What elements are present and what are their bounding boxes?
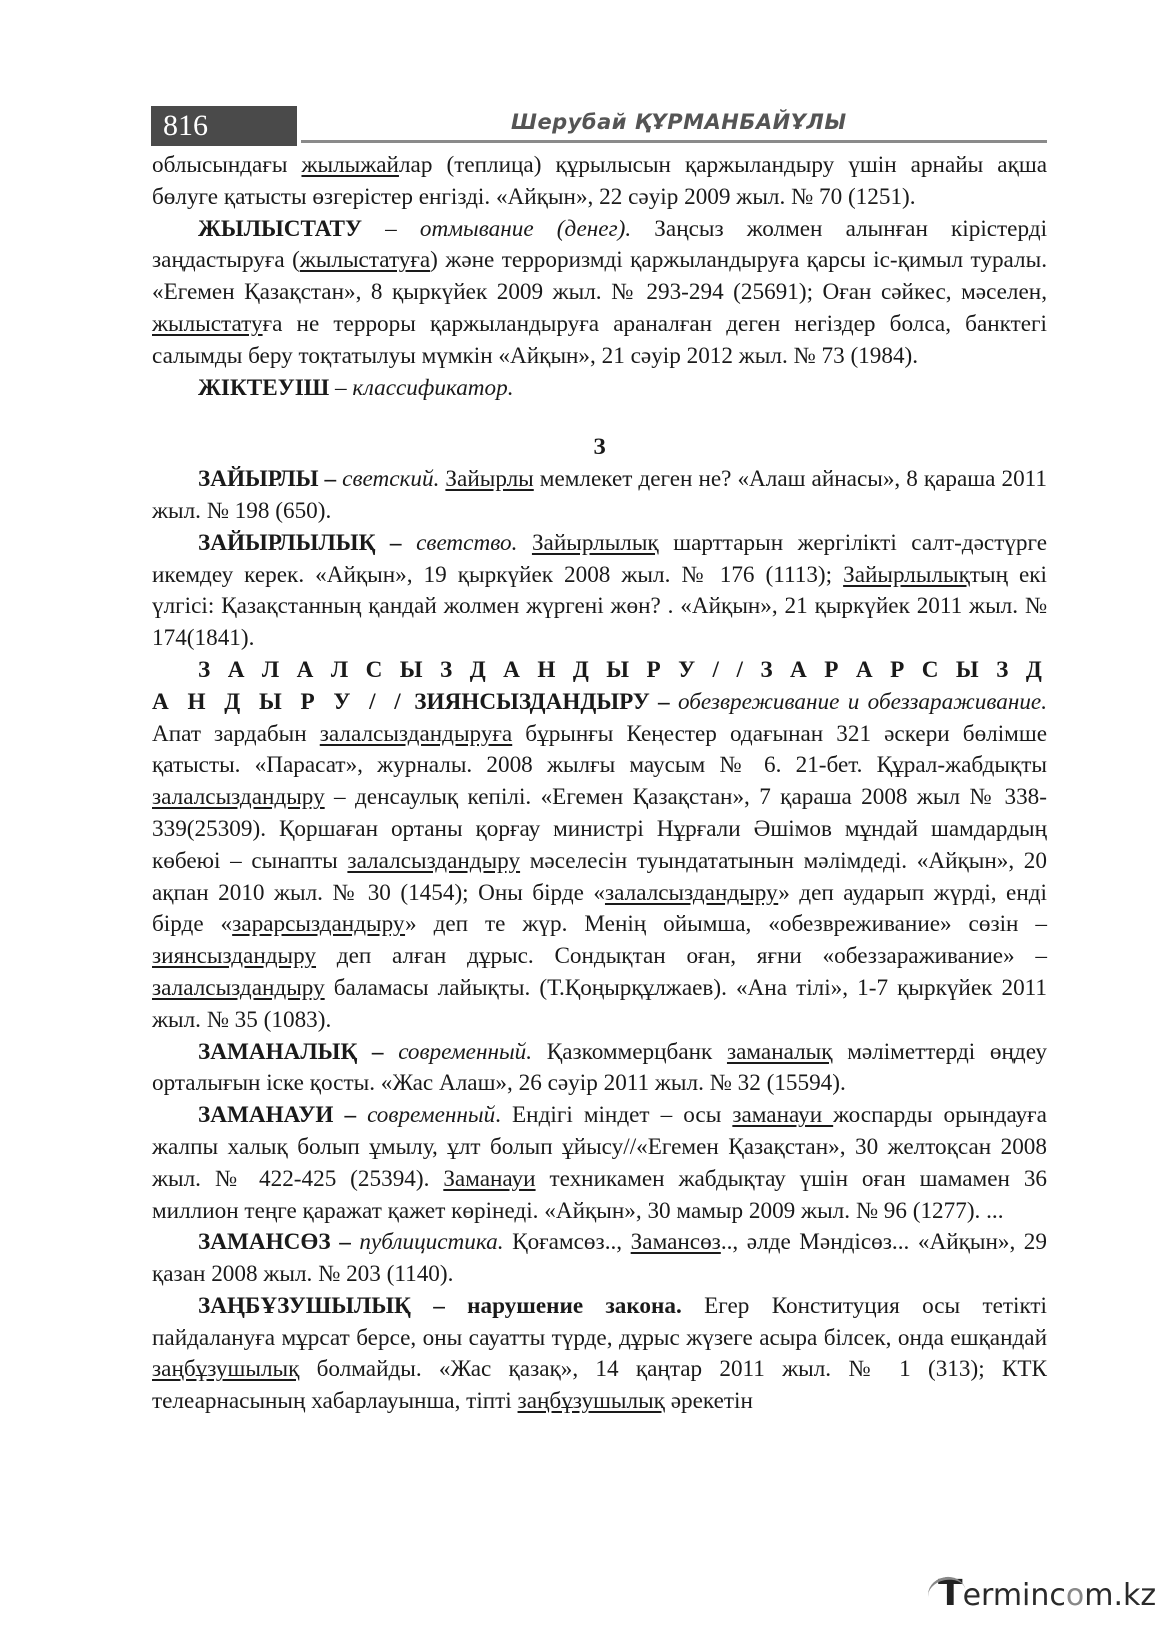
entry-zaiyrlylyk: ЗАЙЫРЛЫЛЫҚ – светство. Зайырлылық шарттарын жергілікті салт-дәстүрге икемдеу керек. «Айқын», 19 қыркүйек 2008 жыл. № 176 (1113); Зайырлылықтың екі үлгісі: Қазақстанның қандай жолмен жүргені жөн? . «Айқын», 21 қыркүйек 2011 жыл. № 174(1841). <box>152 529 1048 652</box>
entry-translation: современный <box>367 1102 496 1129</box>
entry-zaiyrly: ЗАЙЫРЛЫ – светский. Зайырлы мемлекет деген не? «Алаш айнасы», 8 қараша 2011 жыл. № 198 (650). <box>152 466 1047 524</box>
entry-term-2: ЗИЯНСЫЗДАНДЫРУ – <box>414 688 678 715</box>
running-header <box>151 106 1047 148</box>
entry-translation: обезвреживание и обеззараживание. <box>677 688 1048 715</box>
entry-term: ЗАҢБҰЗУШЫЛЫҚ – нарушение закона. <box>198 1292 682 1319</box>
entry-translation: светство. <box>416 529 518 556</box>
entry-translation: классификатор. <box>352 374 514 401</box>
entry-zhikteush: ЖІКТЕУІШ – классификатор. <box>198 374 514 401</box>
watermark-logo: Termincom.kz <box>938 1573 1148 1623</box>
entry-translation: публицистика. <box>359 1229 504 1256</box>
entry-term: З А Л А Л С Ы З Д А Н Д Ы Р У / / З А Р А Р С Ы З Д А Н Д Ы Р У / / <box>152 656 1047 715</box>
paragraph-continuation: облысындағы жылыжайлар (теплица) құрылысын қаржыландыру үшін арнайы ақша бөлуге қатысты өзгерістер енгізді. «Айқын», 22 сәуір 2009 жыл. № 70 (1251). <box>152 152 1047 210</box>
entry-term: ЗАЙЫРЛЫЛЫҚ – <box>198 529 417 556</box>
entry-term: ЗАМАНАУИ – <box>198 1102 368 1129</box>
entry-term: ЗАМАНСӨЗ – <box>198 1229 360 1256</box>
entry-term: ЗАМАНАЛЫҚ – <box>198 1038 399 1065</box>
entry-zamanalyk: ЗАМАНАЛЫҚ – современный. Қазкоммерцбанк заманалық мәліметтерді өңдеу орталығын іске қосты. «Жас Алаш», 26 сәуір 2011 жыл. № 32 (15594). <box>152 1038 1047 1097</box>
section-letter-heading: З <box>593 434 606 461</box>
entry-translation: отмывание (денег). <box>419 215 632 242</box>
entry-zalalsyzdandyru: З А Л А Л С Ы З Д А Н Д Ы Р У / / З А Р А Р С Ы З Д А Н Д Ы Р У / / ЗИЯНСЫЗДАНДЫРУ – обезвреживание и обеззараживание. Апат зардабын залалсыздандыруға бұрынғы Кеңестер одағынан 321 әскери бөлімше қатысты. «Парасат», журналы. 2008 жылғы маусым № 6. 21-бет. Құрал-жабдықты залалсыздандыру – денсаулық кепілі. «Егемен Қазақстан», 7 қараша 2008 жыл № 338-339(25309). Қоршаған ортаны қорғау министрі Нұрғали Әшімов мұндай шамдардың көбеюі – сынапты залалсыздандыру мәселесін туындататынын мәлімдеді. «Айқын», 20 ақпан 2010 жыл. № 30 (1454); Оны бірде «залалсыздандыру» деп аударып жүрді, енді бірде «зарарсыздандыру» деп те жүр. Менің ойымша, «обезвреживание» сөзін – зиянсыздандыру деп алған дұрыс. Сондықтан оған, яғни «обеззараживание» – залалсыздандыру баламасы лайықты. (Т.Қоңырқұлжаев). «Ана тілі», 1-7 қыркүйек 2011 жыл. № 35 (1083). <box>152 656 1048 1033</box>
header-author: Шерубай ҚҰРМАНБАЙҰЛЫ <box>511 110 847 134</box>
entry-term: ЗАЙЫРЛЫ – <box>198 466 343 493</box>
page-number: 816 <box>151 106 297 146</box>
entry-zhylystatu: ЖЫЛЫСТАТУ – отмывание (денег). Заңсыз жолмен алынған кірістерді заңдастыруға (жылыстатуға) және терроризмді қаржыландыруға қарсы іс-қимыл туралы. «Егемен Қазақстан», 8 қыркүйек 2009 жыл. № 293-294 (25691); Оған сәйкес, мәселен, жылыстатуға не терроры қаржыландыруға араналған деген негіздер болса, банктегі салымды беру тоқтатылуы мүмкін «Айқын», 21 сәуір 2012 жыл. № 73 (1984). <box>152 215 1048 369</box>
entry-term: ЖІКТЕУІШ <box>198 374 330 401</box>
header-rule <box>301 140 1047 143</box>
section-spacer <box>152 404 1047 432</box>
page-body <box>152 150 1047 1418</box>
entry-translation: современный. <box>398 1038 533 1065</box>
entry-term: ЖЫЛЫСТАТУ <box>198 215 362 242</box>
entry-translation: светский. <box>342 466 440 493</box>
entry-zanbuzushylyk: ЗАҢБҰЗУШЫЛЫҚ – нарушение закона. Егер Конституция осы тетікті пайдалануға мұрсат берсе, оны сауатты түрде, дұрыс жүзеге асыра білсек, онда ешқандай заңбұзушылық болмайды. «Жас қазақ», 14 қаңтар 2011 жыл. № 1 (313); КТК телеарнасының хабарлауынша, тіпті заңбұзушылық әрекетін <box>152 1292 1047 1415</box>
entry-zamanaui: ЗАМАНАУИ – современный. Ендігі міндет – осы заманауи жоспарды орындауға жалпы халық болып ұмылу, ұлт болып ұйысу//«Егемен Қазақстан», 30 желтоқсан 2008 жыл. № 422-425 (25394). Заманауи техникамен жабдықтау үшін оған шамамен 36 миллион теңге қаражат қажет көрінеді. «Айқын», 30 мамыр 2009 жыл. № 96 (1277). ... <box>152 1102 1048 1224</box>
entry-zamansoz: ЗАМАНСӨЗ – публицистика. Қоғамсөз.., Замансөз.., әлде Мәндісөз... «Айқын», 29 қазан 2008 жыл. № 203 (1140). <box>152 1229 1047 1288</box>
